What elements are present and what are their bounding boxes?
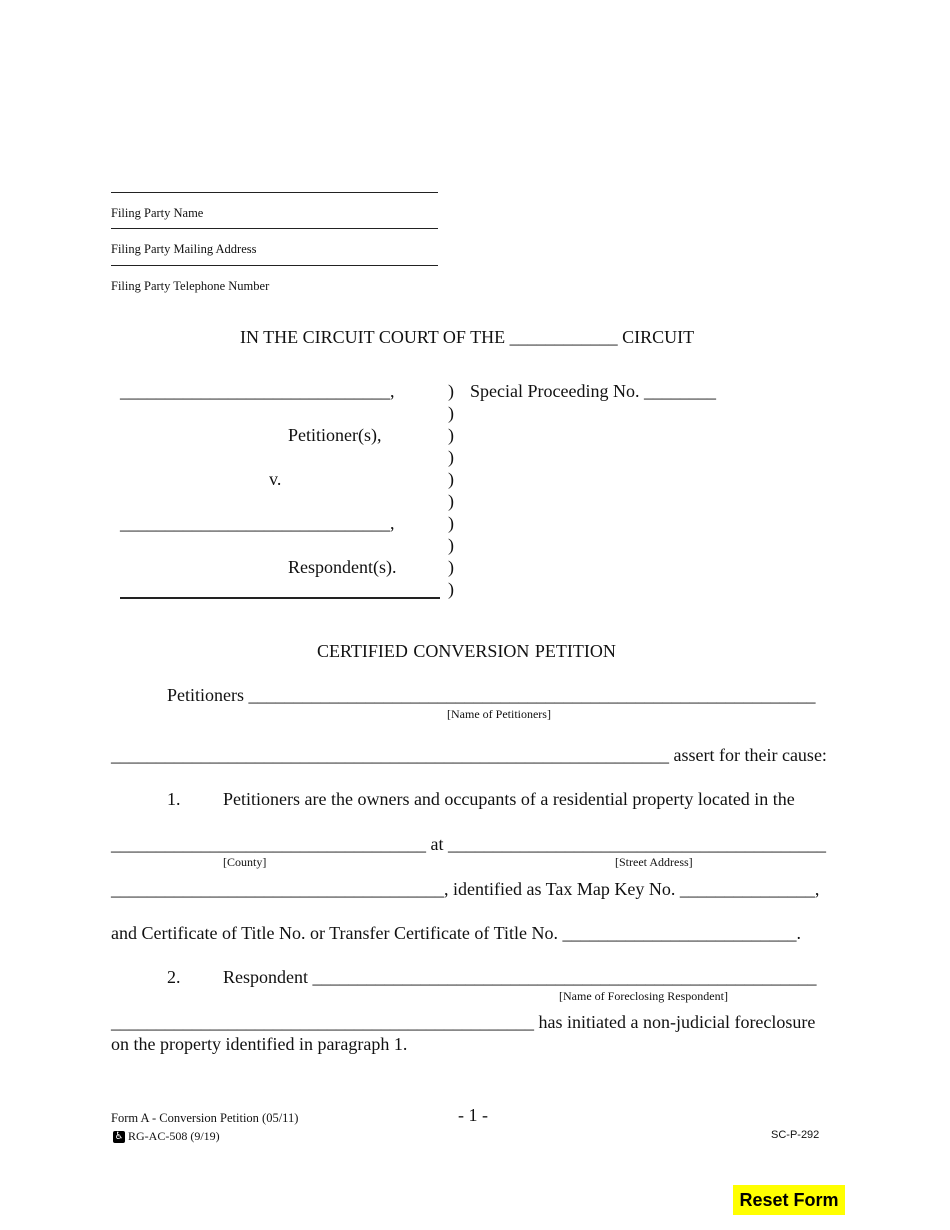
sc-code: SC-P-292 (771, 1129, 820, 1141)
filing-party-name-label: Filing Party Name (111, 206, 204, 220)
petitioners-caption: [Name of Petitioners] (447, 707, 551, 721)
caption-paren: ) (448, 447, 454, 467)
street-address-caption: [Street Address] (615, 855, 693, 869)
rg-code-line (113, 1129, 220, 1144)
special-proceeding-field[interactable]: Special Proceeding No. ________ (470, 381, 716, 401)
caption-paren: ) (448, 513, 454, 533)
foreclosing-respondent-field[interactable]: Respondent ________________________________________________________ (223, 967, 817, 987)
page-number: - 1 - (458, 1105, 488, 1125)
paragraph-2-number: 2. (167, 967, 181, 987)
filing-party-name-field[interactable] (111, 192, 438, 193)
caption-paren: ) (448, 491, 454, 511)
court-heading: IN THE CIRCUIT COURT OF THE ____________ CIRCUIT (240, 327, 695, 347)
county-address-field[interactable]: ___________________________________ at __________________________________________ (111, 834, 826, 854)
filing-party-phone-field[interactable] (111, 265, 438, 266)
rg-code: RG-AC-508 (9/19) (128, 1129, 220, 1143)
reset-form-button[interactable]: Reset Form (733, 1185, 845, 1215)
tax-map-key-field[interactable]: _____________________________________, identified as Tax Map Key No. _______________, (111, 879, 820, 899)
caption-paren: ) (448, 381, 454, 401)
respondent-caption: [Name of Foreclosing Respondent] (559, 989, 728, 1003)
assert-line[interactable]: ______________________________________________________________ assert for their cause: (111, 745, 827, 765)
caption-paren: ) (448, 557, 454, 577)
caption-underline (120, 597, 440, 599)
filing-party-phone-label: Filing Party Telephone Number (111, 279, 270, 293)
paragraph-1-text: Petitioners are the owners and occupants of a residential property located in the (223, 789, 795, 809)
respondent-label: Respondent(s). (288, 557, 397, 577)
caption-paren: ) (448, 403, 454, 423)
wheelchair-icon: ♿ (114, 1131, 124, 1143)
petitioners-name-field[interactable]: Petitioners _______________________________________________________________ (167, 685, 816, 705)
petitioner-name-field[interactable]: ______________________________, (120, 381, 395, 401)
form-name: Form A - Conversion Petition (05/11) (111, 1111, 299, 1125)
county-caption: [County] (223, 855, 267, 869)
caption-paren: ) (448, 535, 454, 555)
petitioner-label: Petitioner(s), (288, 425, 382, 445)
caption-paren: ) (448, 469, 454, 489)
certificate-of-title-field[interactable]: and Certificate of Title No. or Transfer Certificate of Title No. __________________________. (111, 923, 801, 943)
versus-label: v. (269, 469, 282, 489)
respondent-name-field[interactable]: ______________________________, (120, 513, 395, 533)
filing-party-address-field[interactable] (111, 228, 438, 229)
filing-party-address-label: Filing Party Mailing Address (111, 242, 257, 256)
property-reference-text: on the property identified in paragraph 1. (111, 1034, 408, 1054)
caption-paren: ) (448, 425, 454, 445)
document-title: CERTIFIED CONVERSION PETITION (317, 641, 616, 661)
paragraph-1-number: 1. (167, 789, 181, 809)
caption-paren: ) (448, 579, 454, 599)
foreclosure-line[interactable]: _______________________________________________ has initiated a non-judicial foreclosure (111, 1012, 816, 1032)
